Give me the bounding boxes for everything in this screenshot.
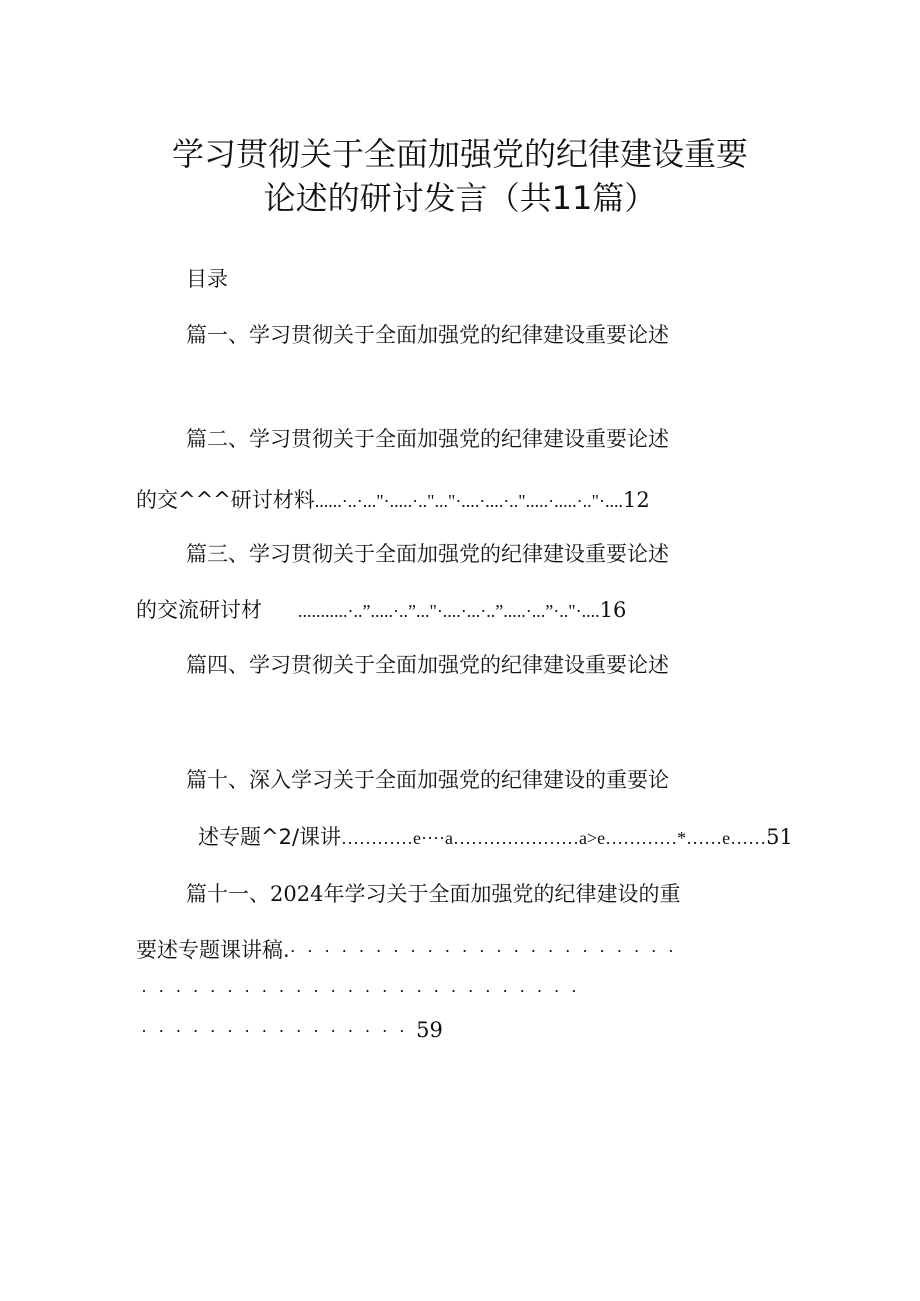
toc-entry-3-leader: ...........·..”.....·..”..."·....·...·..”.....·...”·.."·.... — [298, 601, 600, 621]
toc-entry-10-text: 述专题^2/课讲 — [198, 825, 342, 849]
toc-entry-11-title — [186, 880, 680, 908]
toc-entry-2-page: 12 — [622, 488, 650, 512]
toc-entry-11-leader-1: ······················· — [289, 941, 686, 961]
toc-heading: 目录 — [186, 267, 228, 291]
toc-entry-10-title: 篇十、深入学习关于全面加强党的纪律建设的重要论 — [186, 768, 669, 792]
toc-entry-2-leader: ......·..·..."·.....·.."..."·....·....·..".....·.....·.."·.... — [314, 491, 623, 511]
toc-entry-11-continuation — [136, 936, 685, 965]
toc-entry-11-leader-line3 — [141, 1016, 443, 1045]
toc-entry-11-year: 2024 — [270, 882, 324, 906]
toc-entry-3-page: 16 — [599, 598, 627, 622]
toc-entry-11-leader-2: ·························· — [141, 981, 589, 1001]
toc-entry-11-text: 要述专题课讲稿. — [136, 938, 290, 962]
toc-entry-11-rest: 年学习关于全面加强党的纪律建设的重 — [323, 882, 681, 906]
toc-entry-11-leader-line2 — [141, 976, 588, 1005]
toc-entry-3-title: 篇三、学习贯彻关于全面加强党的纪律建设重要论述 — [186, 542, 669, 566]
toc-entry-2-title: 篇二、学习贯彻关于全面加强党的纪律建设重要论述 — [186, 427, 669, 451]
toc-entry-2-continuation — [136, 486, 650, 515]
document-title-line2: 论述的研讨发言（共11篇） — [263, 179, 657, 217]
toc-entry-11-prefix: 篇十一、 — [186, 882, 270, 906]
toc-entry-10-page: 51 — [766, 825, 793, 849]
toc-entry-11-leader-3: ················ — [141, 1021, 417, 1041]
toc-entry-10-continuation — [198, 823, 793, 852]
toc-entry-3-text: 的交流研讨材 — [136, 598, 262, 622]
toc-entry-11-page: 59 — [416, 1018, 443, 1042]
document-title-line1: 学习贯彻关于全面加强党的纪律建设重要 — [171, 135, 748, 173]
toc-entry-4-title: 篇四、学习贯彻关于全面加强党的纪律建设重要论述 — [186, 653, 669, 677]
toc-entry-1-title: 篇一、学习贯彻关于全面加强党的纪律建设重要论述 — [186, 323, 669, 347]
toc-entry-3-continuation — [136, 596, 626, 625]
toc-entry-2-text: 的交^^^研讨材料 — [136, 488, 315, 512]
toc-entry-10-leader: …………e····a…………………a>e…………*……e…… — [341, 828, 767, 848]
